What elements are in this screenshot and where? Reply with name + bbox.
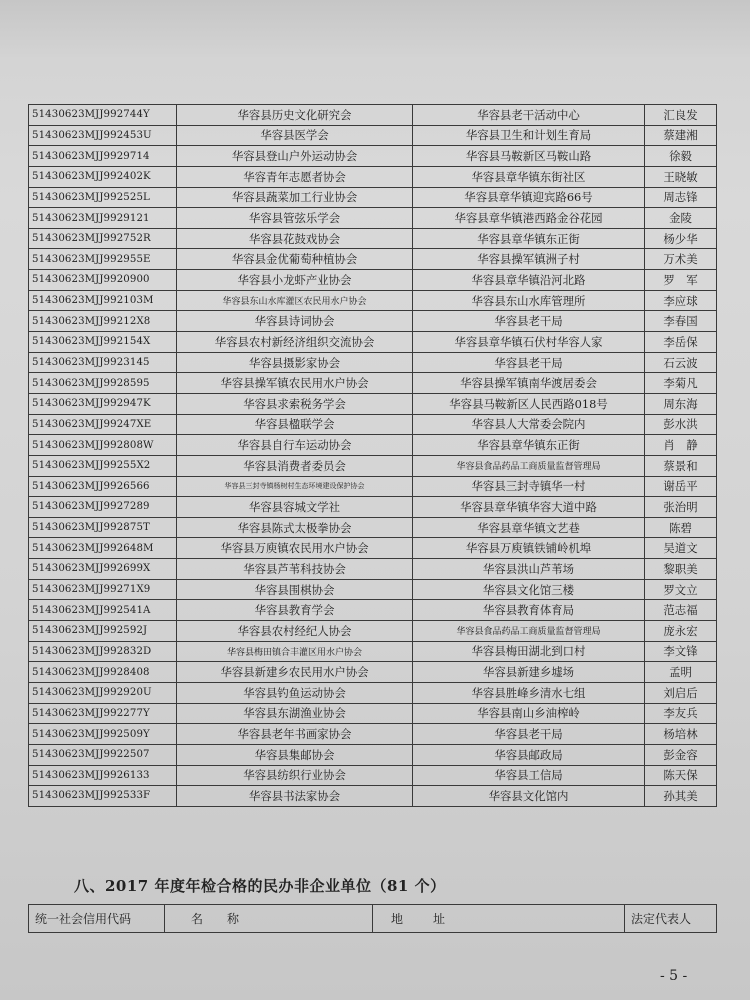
table-row [29, 187, 717, 208]
legal-rep-cell: 金陵 [645, 208, 717, 229]
address-cell: 华容县操军镇南华渡居委会 [413, 373, 645, 394]
org-name-cell: 华容县消费者委员会 [177, 455, 413, 476]
credit-code-cell: 51430623MJJ992648M [29, 538, 177, 559]
address-cell: 华容县老干局 [413, 724, 645, 745]
table-row [29, 146, 717, 167]
org-name-cell: 华容县老年书画家协会 [177, 724, 413, 745]
credit-code-cell: 51430623MJJ992752R [29, 228, 177, 249]
address-cell: 华容县教育体育局 [413, 600, 645, 621]
legal-rep-cell: 李春国 [645, 311, 717, 332]
org-name-cell: 华容县小龙虾产业协会 [177, 270, 413, 291]
credit-code-cell: 51430623MJJ9920900 [29, 270, 177, 291]
credit-code-cell: 51430623MJJ9926133 [29, 765, 177, 786]
address-cell: 华容县章华镇迎宾路66号 [413, 187, 645, 208]
table-row [29, 600, 717, 621]
address-cell: 华容县胜峰乡清水七组 [413, 682, 645, 703]
legal-rep-cell: 彭金容 [645, 744, 717, 765]
org-name-cell: 华容县摄影家协会 [177, 352, 413, 373]
address-cell: 华容县文化馆三楼 [413, 579, 645, 600]
organizations-table [28, 104, 717, 807]
header-legal-rep: 法定代表人 [625, 905, 717, 933]
legal-rep-cell: 罗文立 [645, 579, 717, 600]
org-name-cell: 华容县陈式太极拳协会 [177, 517, 413, 538]
address-cell: 华容县万庾镇铁铺岭机埠 [413, 538, 645, 559]
org-name-cell: 华容县纺织行业协会 [177, 765, 413, 786]
org-name-cell: 华容县历史文化研究会 [177, 105, 413, 126]
org-name-cell: 华容县芦苇科技协会 [177, 559, 413, 580]
legal-rep-cell: 汇良发 [645, 105, 717, 126]
org-name-cell: 华容县东山水库灌区农民用水户协会 [177, 290, 413, 311]
legal-rep-cell: 张治明 [645, 497, 717, 518]
org-name-cell: 华容县花鼓戏协会 [177, 228, 413, 249]
credit-code-cell: 51430623MJJ992453U [29, 125, 177, 146]
legal-rep-cell: 孙其美 [645, 786, 717, 807]
credit-code-cell: 51430623MJJ992955E [29, 249, 177, 270]
org-name-cell: 华容县自行车运动协会 [177, 435, 413, 456]
table-row [29, 332, 717, 353]
credit-code-cell: 51430623MJJ9928408 [29, 662, 177, 683]
org-name-cell: 华容县诗词协会 [177, 311, 413, 332]
legal-rep-cell: 周志锋 [645, 187, 717, 208]
table-row [29, 166, 717, 187]
org-name-cell: 华容县求索税务学会 [177, 393, 413, 414]
table-row [29, 125, 717, 146]
credit-code-cell: 51430623MJJ992699X [29, 559, 177, 580]
credit-code-cell: 51430623MJJ9926566 [29, 476, 177, 497]
org-name-cell: 华容县金优葡萄种植协会 [177, 249, 413, 270]
table-row [29, 476, 717, 497]
table-row [29, 517, 717, 538]
address-cell: 华容县食品药品工商质量监督管理局 [413, 455, 645, 476]
address-cell: 华容县章华镇东正街 [413, 435, 645, 456]
table-row [29, 228, 717, 249]
organizations-table-body [29, 105, 717, 807]
address-cell: 华容县章华镇石伏村华容人家 [413, 332, 645, 353]
table-header-row [29, 905, 717, 933]
page-number: - 5 - [660, 968, 688, 984]
address-cell: 华容县章华镇东街社区 [413, 166, 645, 187]
header-credit-code: 统一社会信用代码 [29, 905, 165, 933]
credit-code-cell: 51430623MJJ9922507 [29, 744, 177, 765]
org-name-cell: 华容县医学会 [177, 125, 413, 146]
credit-code-cell: 51430623MJJ992277Y [29, 703, 177, 724]
address-cell: 华容县洪山芦苇场 [413, 559, 645, 580]
table-row [29, 435, 717, 456]
legal-rep-cell: 蔡景和 [645, 455, 717, 476]
credit-code-cell: 51430623MJJ992920U [29, 682, 177, 703]
section-heading: 八、2017 年度年检合格的民办非企业单位（81 个） [74, 877, 446, 895]
table-row [29, 105, 717, 126]
legal-rep-cell: 杨少华 [645, 228, 717, 249]
legal-rep-cell: 李文锋 [645, 641, 717, 662]
legal-rep-cell: 李应球 [645, 290, 717, 311]
legal-rep-cell: 周东海 [645, 393, 717, 414]
org-name-cell: 华容县梅田镇合丰灌区用水户协会 [177, 641, 413, 662]
table-row [29, 559, 717, 580]
table-row [29, 290, 717, 311]
credit-code-cell: 51430623MJJ992533F [29, 786, 177, 807]
legal-rep-cell: 陈碧 [645, 517, 717, 538]
table-row [29, 662, 717, 683]
credit-code-cell: 51430623MJJ992154X [29, 332, 177, 353]
address-cell: 华容县老干局 [413, 311, 645, 332]
credit-code-cell: 51430623MJJ992509Y [29, 724, 177, 745]
address-cell: 华容县梅田湖北到口村 [413, 641, 645, 662]
legal-rep-cell: 黎职美 [645, 559, 717, 580]
legal-rep-cell: 肖 静 [645, 435, 717, 456]
table-row [29, 724, 717, 745]
legal-rep-cell: 孟明 [645, 662, 717, 683]
org-name-cell: 华容县容城文学社 [177, 497, 413, 518]
address-cell: 华容县南山乡油榨岭 [413, 703, 645, 724]
table-row [29, 352, 717, 373]
address-cell: 华容县老干活动中心 [413, 105, 645, 126]
org-name-cell: 华容县登山户外运动协会 [177, 146, 413, 167]
org-name-cell: 华容县集邮协会 [177, 744, 413, 765]
credit-code-cell: 51430623MJJ992402K [29, 166, 177, 187]
org-name-cell: 华容县新建乡农民用水户协会 [177, 662, 413, 683]
legal-rep-cell: 范志福 [645, 600, 717, 621]
legal-rep-cell: 陈天保 [645, 765, 717, 786]
table-row [29, 765, 717, 786]
credit-code-cell: 51430623MJJ992947K [29, 393, 177, 414]
header-name: 名称 [165, 905, 373, 933]
legal-rep-cell: 吴道文 [645, 538, 717, 559]
table-row [29, 393, 717, 414]
org-name-cell: 华容县书法家协会 [177, 786, 413, 807]
address-cell: 华容县邮政局 [413, 744, 645, 765]
org-name-cell: 华容青年志愿者协会 [177, 166, 413, 187]
non-enterprise-units-table-header [28, 904, 717, 933]
org-name-cell: 华容县管弦乐学会 [177, 208, 413, 229]
address-cell: 华容县新建乡墟场 [413, 662, 645, 683]
legal-rep-cell: 李岳保 [645, 332, 717, 353]
legal-rep-cell: 李友兵 [645, 703, 717, 724]
credit-code-cell: 51430623MJJ992875T [29, 517, 177, 538]
credit-code-cell: 51430623MJJ99255X2 [29, 455, 177, 476]
org-name-cell: 华容县三封寺镇杨树村生态环境建设保护协会 [177, 476, 413, 497]
address-cell: 华容县东山水库管理所 [413, 290, 645, 311]
credit-code-cell: 51430623MJJ992808W [29, 435, 177, 456]
table-row [29, 414, 717, 435]
address-cell: 华容县老干局 [413, 352, 645, 373]
legal-rep-cell: 庞永宏 [645, 621, 717, 642]
org-name-cell: 华容县围棋协会 [177, 579, 413, 600]
org-name-cell: 华容县蔬菜加工行业协会 [177, 187, 413, 208]
table-row [29, 311, 717, 332]
legal-rep-cell: 刘启后 [645, 682, 717, 703]
address-cell: 华容县章华镇东正街 [413, 228, 645, 249]
table-row [29, 249, 717, 270]
address-cell: 华容县文化馆内 [413, 786, 645, 807]
credit-code-cell: 51430623MJJ9927289 [29, 497, 177, 518]
credit-code-cell: 51430623MJJ9923145 [29, 352, 177, 373]
credit-code-cell: 51430623MJJ992744Y [29, 105, 177, 126]
org-name-cell: 华容县万庾镇农民用水户协会 [177, 538, 413, 559]
credit-code-cell: 51430623MJJ992592J [29, 621, 177, 642]
address-cell: 华容县章华镇文艺巷 [413, 517, 645, 538]
table-row [29, 744, 717, 765]
legal-rep-cell: 王晓敏 [645, 166, 717, 187]
legal-rep-cell: 杨培林 [645, 724, 717, 745]
legal-rep-cell: 谢岳平 [645, 476, 717, 497]
credit-code-cell: 51430623MJJ992832D [29, 641, 177, 662]
credit-code-cell: 51430623MJJ99271X9 [29, 579, 177, 600]
table-row [29, 621, 717, 642]
org-name-cell: 华容县钓鱼运动协会 [177, 682, 413, 703]
legal-rep-cell: 李菊凡 [645, 373, 717, 394]
credit-code-cell: 51430623MJJ992525L [29, 187, 177, 208]
table-row [29, 538, 717, 559]
credit-code-cell: 51430623MJJ9929714 [29, 146, 177, 167]
table-row [29, 682, 717, 703]
legal-rep-cell: 万术美 [645, 249, 717, 270]
address-cell: 华容县马鞍新区人民西路018号 [413, 393, 645, 414]
address-cell: 华容县工信局 [413, 765, 645, 786]
legal-rep-cell: 石云波 [645, 352, 717, 373]
org-name-cell: 华容县楹联学会 [177, 414, 413, 435]
legal-rep-cell: 罗 军 [645, 270, 717, 291]
legal-rep-cell: 彭水洪 [645, 414, 717, 435]
org-name-cell: 华容县教育学会 [177, 600, 413, 621]
legal-rep-cell: 蔡建湘 [645, 125, 717, 146]
table-row [29, 579, 717, 600]
org-name-cell: 华容县农村新经济组织交流协会 [177, 332, 413, 353]
table-row [29, 786, 717, 807]
address-cell: 华容县卫生和计划生育局 [413, 125, 645, 146]
table-row [29, 703, 717, 724]
address-cell: 华容县三封寺镇华一村 [413, 476, 645, 497]
credit-code-cell: 51430623MJJ9928595 [29, 373, 177, 394]
table-row [29, 641, 717, 662]
legal-rep-cell: 徐毅 [645, 146, 717, 167]
credit-code-cell: 51430623MJJ99212X8 [29, 311, 177, 332]
address-cell: 华容县操军镇洲子村 [413, 249, 645, 270]
address-cell: 华容县人大常委会院内 [413, 414, 645, 435]
org-name-cell: 华容县东湖渔业协会 [177, 703, 413, 724]
credit-code-cell: 51430623MJJ992103M [29, 290, 177, 311]
address-cell: 华容县章华镇华容大道中路 [413, 497, 645, 518]
address-cell: 华容县章华镇沿河北路 [413, 270, 645, 291]
credit-code-cell: 51430623MJJ9929121 [29, 208, 177, 229]
address-cell: 华容县食品药品工商质量监督管理局 [413, 621, 645, 642]
table-row [29, 455, 717, 476]
table-row [29, 208, 717, 229]
table-row [29, 373, 717, 394]
table-row [29, 497, 717, 518]
credit-code-cell: 51430623MJJ99247XE [29, 414, 177, 435]
address-cell: 华容县马鞍新区马鞍山路 [413, 146, 645, 167]
address-cell: 华容县章华镇港西路金谷花园 [413, 208, 645, 229]
header-address: 地址 [373, 905, 625, 933]
credit-code-cell: 51430623MJJ992541A [29, 600, 177, 621]
table-row [29, 270, 717, 291]
org-name-cell: 华容县农村经纪人协会 [177, 621, 413, 642]
org-name-cell: 华容县操军镇农民用水户协会 [177, 373, 413, 394]
